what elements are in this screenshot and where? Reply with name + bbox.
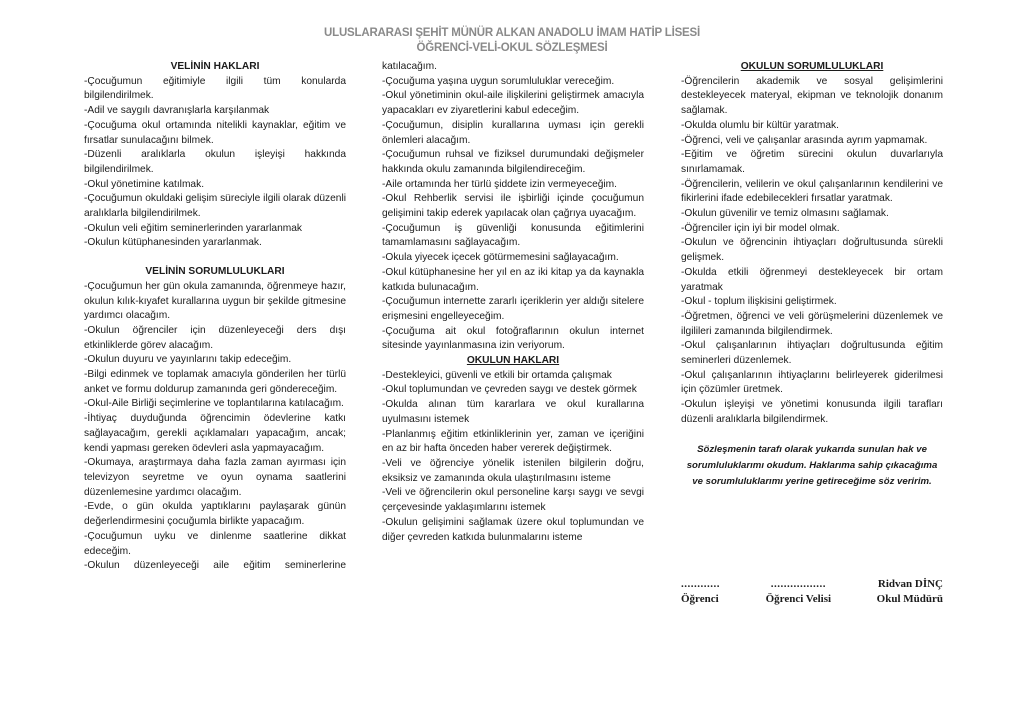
- list-item: -Çocuğumun iş güvenliği konusunda eğitimlerini tamamlamasını sağlayacağım.: [382, 222, 644, 249]
- list-item: -Okul yönetimine katılmak.: [84, 178, 205, 190]
- list-item: -Okul - toplum ilişkisini geliştirmek.: [681, 296, 837, 308]
- student-signature-line: ............: [681, 578, 720, 590]
- list-item: -Okulun öğrenciler için düzenleyeceği ders dışı etkinliklerde görev alacağım.: [84, 324, 346, 351]
- list-item: -Çocuğuma ait okul fotoğraflarının okulun internet sitesinde yayınlanmasına izin veriyorum.: [382, 325, 644, 352]
- list-item: -Çocuğumun her gün okula zamanında, öğrenmeye hazır, okulun kılık-kıyafet kurallarına uygun bir şekilde gitmesine yardımcı olacağım.: [84, 280, 346, 322]
- parent-signature: [766, 577, 832, 607]
- okul-haklari-list: [382, 369, 644, 545]
- list-item: -Çocuğumun internette zararlı içeriklerin yer aldığı sitelere erişmesini engelleyeceğim.: [382, 296, 644, 322]
- list-item: -Okulun kütüphanesinden yararlanmak.: [84, 237, 262, 249]
- parent-signature-line: .................: [770, 578, 826, 590]
- list-item: -Çocuğumun, disiplin kurallarına uyması için gerekli önlemleri alacağım.: [382, 119, 644, 146]
- list-item: -Aile ortamında her türlü şiddete izin vermeyeceğim.: [382, 178, 617, 190]
- principal-name: Ridvan DİNÇ: [877, 578, 943, 590]
- list-item: -Düzenli aralıklarla okulun işleyişi hakkında bilgilendirilmek.: [84, 149, 346, 175]
- signature-block: [681, 577, 943, 607]
- veli-haklari-list: [84, 75, 346, 251]
- okul-haklari-heading: OKULUN HAKLARI: [466, 355, 560, 367]
- list-item: -Okula yiyecek içecek götürmemesini sağlayacağım.: [382, 252, 619, 264]
- parent-label: Öğrenci Velisi: [765, 593, 832, 605]
- list-item: -Öğrenciler için iyi bir model olmak.: [681, 222, 840, 234]
- list-item: -Veli ve öğrencilerin okul personeline karşı saygı ve sevgi çerçevesinde yaklaşımlarını istemek: [382, 487, 644, 514]
- list-item: -Çocuğumun ruhsal ve fiziksel durumundaki değişmeler hakkında okulu zamanında bilgilendireceğim.: [382, 149, 644, 175]
- list-item: -Çocuğumun uyku ve dinlenme saatlerine dikkat edeceğim.: [84, 530, 346, 557]
- list-item: -Okul toplumundan ve çevreden saygı ve destek görmek: [382, 384, 637, 396]
- list-item: -Okul Rehberlik servisi ile işbirliği içinde çocuğumun gelişimini takip ederek yapılacak olan çağrıya uyacağım.: [382, 193, 644, 220]
- student-label: Öğrenci: [681, 593, 719, 605]
- document-header: [0, 26, 1024, 56]
- column-2: [382, 60, 644, 545]
- list-item: -Öğretmen, öğrenci ve veli görüşmelerini düzenlemek ve ilgilileri zamanında bilgilendirmek.: [681, 310, 943, 337]
- list-item: -Çocuğuma okul ortamında nitelikli kaynaklar, eğitim ve fırsatlar sunulacağını bilmek.: [84, 119, 346, 146]
- principal-label: Okul Müdürü: [876, 593, 943, 605]
- list-item: -Okumaya, araştırmaya daha fazla zaman ayırması için televizyon seyretme ve oyun oynama saatlerini düzenlemesine yardımcı olacağım.: [84, 457, 346, 498]
- column-3: [681, 60, 943, 490]
- list-item: -Okulun güvenilir ve temiz olmasını sağlamak.: [681, 208, 889, 220]
- list-item: -Öğrenci, veli ve çalışanlar arasında ayrım yapmamak.: [681, 134, 928, 146]
- veli-sorumluluklari-list: [84, 280, 346, 574]
- list-item: -Okulda etkili öğrenmeyi destekleyecek bir ortam yaratmak: [681, 266, 943, 293]
- okul-sorumluluklari-heading: OKULUN SORUMLULUKLARI: [740, 61, 884, 72]
- veli-haklari-heading: VELİNİN HAKLARI: [170, 61, 260, 72]
- list-item: -Planlanmış eğitim etkinliklerinin yer, zaman ve içeriğini en az bir hafta önceden haber vererek değiştirmek.: [382, 428, 644, 455]
- list-item: -Okul-Aile Birliği seçimlerine ve toplantılarına katılacağım.: [84, 398, 344, 410]
- list-item: -Adil ve saygılı davranışlarla karşılanmak: [84, 105, 270, 117]
- principal-signature: [877, 577, 943, 607]
- list-item: -Okul yönetiminin okul-aile ilişkilerini geliştirmek amacıyla yapacakları ev ziyaretlerini kabul edeceğim.: [382, 90, 644, 117]
- list-item: -Çocuğumun eğitimiyle ilgili tüm konularda bilgilendirilmek.: [84, 75, 346, 102]
- list-item: -Destekleyici, güvenli ve etkili bir ortamda çalışmak: [382, 369, 612, 381]
- pledge-statement: Sözleşmenin tarafı olarak yukarıda sunulan hak ve sorumluluklarımı okudum. Haklarıma sahip çıkacağıma ve sorumluluklarımı yerine getireceğime söz veririm.: [686, 443, 938, 487]
- list-item: -Çocuğuma yaşına uygun sorumluluklar vereceğim.: [382, 75, 615, 87]
- list-item: -Okul kütüphanesine her yıl en az iki kitap ya da kaynakla katkıda bulunacağım.: [382, 266, 644, 293]
- list-item: -Eğitim ve öğretim sürecini okulun duvarlarıyla sınırlamamak.: [681, 149, 943, 175]
- list-item: -Evde, o gün okulda yaptıklarını paylaşarak günün değerlendirmesini çocuğumla birlikte yapacağım.: [84, 501, 346, 528]
- okul-sorumluluklari-list: [681, 75, 943, 428]
- list-item: -Okul çalışanlarının ihtiyaçlarını belirleyerek giderilmesi için çözümler üretmek.: [681, 369, 943, 396]
- list-item: -Okulun veli eğitim seminerlerinden yararlanmak: [84, 222, 302, 234]
- list-item: -Okulun duyuru ve yayınlarını takip edeceğim.: [84, 354, 292, 366]
- column-1: [84, 60, 346, 574]
- list-item: katılacağım.: [382, 61, 437, 72]
- list-item: -Okulun gelişimini sağlamak üzere okul toplumundan ve diğer çevreden katkıda bulunmalarını isteme: [382, 516, 644, 543]
- list-item: -Okulun işleyişi ve yönetimi konusunda ilgili tarafları düzenli aralıklarla bilgilendirmek.: [681, 399, 943, 425]
- list-item: -Okulda alınan tüm kararlara ve okul kurallarına uyulmasını istemek: [382, 399, 644, 425]
- list-item: -Okul çalışanlarının ihtiyaçları doğrultusunda eğitim seminerleri düzenlemek.: [681, 340, 943, 367]
- list-item: -Bilgi edinmek ve toplamak amacıyla gönderilen her türlü anket ve formu doldurup zamanında geri göndereceğim.: [84, 369, 346, 395]
- list-item: -Çocuğumun okuldaki gelişim süreciyle ilgili olarak düzenli aralıklarla bilgilendirilmek.: [84, 193, 346, 220]
- list-item: -Veli ve öğrenciye yönelik istenilen bilgilerin doğru, eksiksiz ve zamanında okula ulaştırılmasını isteme: [382, 457, 644, 484]
- veli-sorumluluklari-continued: [382, 60, 644, 354]
- list-item: -Okulda olumlu bir kültür yaratmak.: [681, 119, 839, 131]
- document-title: ÖĞRENCİ-VELİ-OKUL SÖZLEŞMESİ: [416, 42, 608, 54]
- list-item: -İhtiyaç duyduğunda öğrencimin ödevlerine katkı sağlayacağım, gerekli açıklamaları yapacağım, ancak; kendi yapması gereken ödevleri asla yapmayacağım.: [84, 413, 346, 454]
- school-name: ULUSLARARASI ŞEHİT MÜNÜR ALKAN ANADOLU İMAM HATİP LİSESİ: [324, 27, 700, 39]
- list-item: -Öğrencilerin, velilerin ve okul çalışanlarının kendilerini ve fikirlerini ifade edebilecekleri fırsatlar yaratmak.: [681, 178, 943, 205]
- student-signature: [681, 577, 720, 607]
- list-item: -Okulun düzenleyeceği aile eğitim seminerlerine: [84, 560, 346, 572]
- list-item: -Öğrencilerin akademik ve sosyal gelişimlerini destekleyecek materyal, ekipman ve teknolojik donanım sağlamak.: [681, 75, 943, 117]
- veli-sorumluluklari-heading: VELİNİN SORUMLULUKLARI: [145, 266, 285, 278]
- list-item: -Okulun ve öğrencinin ihtiyaçları doğrultusunda sürekli gelişmek.: [681, 237, 943, 264]
